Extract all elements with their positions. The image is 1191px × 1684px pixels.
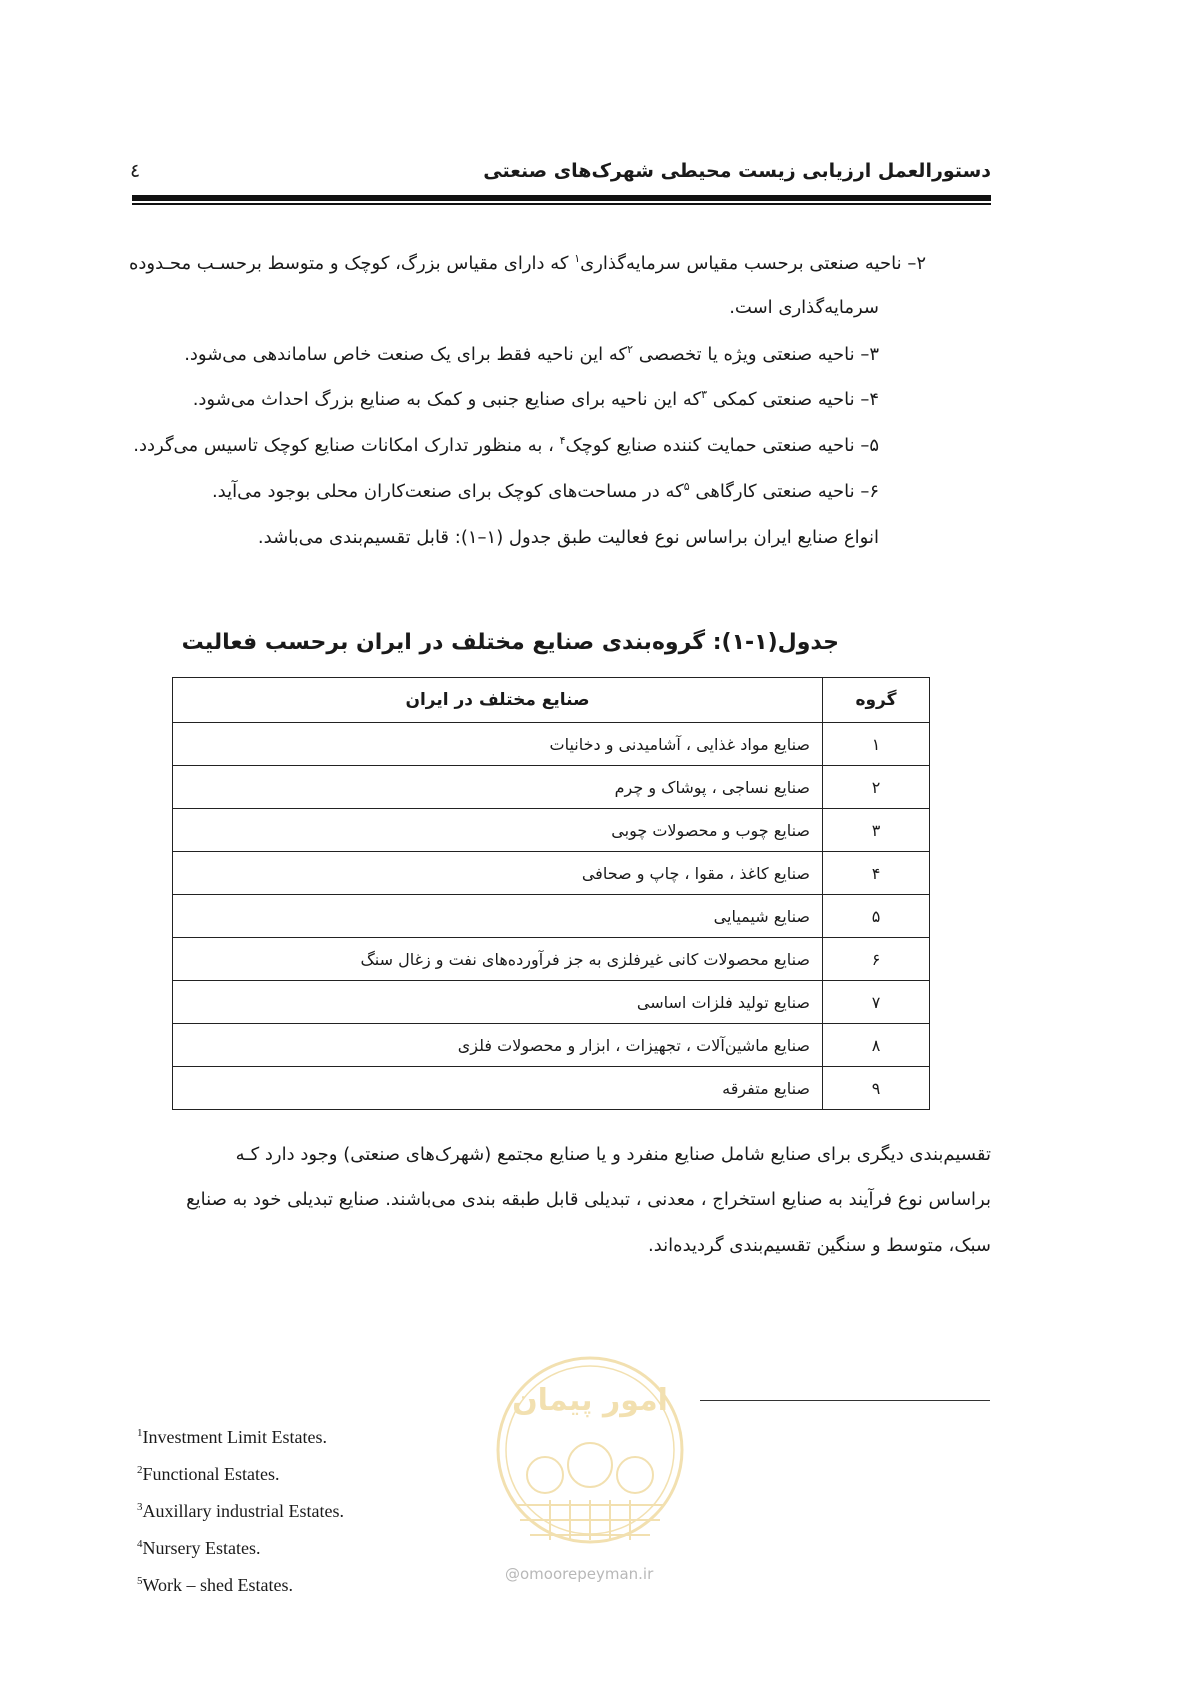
list-item-2 [129, 252, 926, 274]
group-number: ۴ [823, 852, 930, 895]
industry-name: صنایع مواد غذایی ، آشامیدنی و دخانیات [173, 723, 823, 766]
footnote-2-marker: 2 [137, 1464, 143, 1476]
footnotes [137, 1415, 344, 1600]
footnote-5 [137, 1563, 344, 1600]
watermark-logo-text: امور پیمان [512, 1383, 668, 1418]
list-item-2-text-a: ۲– ناحیه صنعتی برحسب مقیاس سرمایه‌گذاری [580, 253, 926, 274]
closing-paragraph-line-1: تقسیم‌بندی دیگری برای صنایع شامل صنایع منفرد و یا صنایع مجتمع (شهرک‌های صنعتی) وجود دارد کـه [235, 1144, 991, 1165]
closing-paragraph-line-2: براساس نوع فرآیند به صنایع استخراج ، معدنی ، تبدیلی قابل طبقه بندی می‌باشند. صنایع تبدیلی خود به صنایع [186, 1189, 991, 1210]
industry-name: صنایع نساجی ، پوشاک و چرم [173, 766, 823, 809]
industry-groups-table [172, 677, 930, 1110]
industry-name: صنایع چوب و محصولات چوبی [173, 809, 823, 852]
list-item-2-text-b: که دارای مقیاس بزرگ، کوچک و متوسط برحسـب محـدوده [128, 253, 575, 274]
closing-paragraph-line-3: سبک، متوسط و سنگین تقسیم‌بندی گردیده‌اند. [647, 1235, 991, 1256]
list-item-4-text-b: که این ناحیه برای صنایع جنبی و کمک به صنایع بزرگ احداث می‌شود. [192, 389, 702, 410]
list-item-4 [193, 388, 879, 410]
footnote-ref-5: ۵ [683, 480, 690, 493]
group-number: ۹ [823, 1067, 930, 1110]
list-item-5-text-b: ، به منظور تدارک امکانات صنایع کوچک تاسیس می‌گردد. [133, 435, 560, 456]
group-number: ۳ [823, 809, 930, 852]
footnote-2 [137, 1452, 344, 1489]
footnote-3-text: Auxillary industrial Estates. [142, 1501, 344, 1521]
watermark-logo [490, 1315, 690, 1585]
running-header-title: دستورالعمل ارزیابی زیست محیطی شهرک‌های صنعتی [483, 160, 991, 182]
industry-name: صنایع متفرقه [173, 1067, 823, 1110]
footnote-ref-3: ۳ [701, 388, 707, 401]
list-item-5 [133, 434, 879, 456]
group-number: ۱ [823, 723, 930, 766]
footnote-4-text: Nursery Estates. [142, 1538, 261, 1558]
industry-name: صنایع کاغذ ، مقوا ، چاپ و صحافی [173, 852, 823, 895]
footnote-1 [137, 1415, 344, 1452]
footnote-ref-2: ۲ [627, 343, 634, 356]
list-item-6-text-b: که در مساحت‌های کوچک برای صنعت‌کاران محلی بوجود می‌آید. [211, 481, 684, 502]
footnote-3 [137, 1489, 344, 1526]
table-row [173, 766, 930, 809]
table-intro-paragraph: انواع صنایع ایران براساس نوع فعالیت طبق جدول (۱–۱): قابل تقسیم‌بندی می‌باشد. [257, 527, 879, 548]
industry-name: صنایع شیمیایی [173, 895, 823, 938]
table-row [173, 895, 930, 938]
header-rule-thick [132, 195, 991, 201]
column-header-industries: صنایع مختلف در ایران [173, 678, 823, 723]
list-item-6 [212, 480, 879, 502]
group-number: ۸ [823, 1024, 930, 1067]
list-item-3 [184, 343, 879, 365]
list-item-5-text-a: ۵– ناحیه صنعتی حمایت کننده صنایع کوچک [565, 435, 879, 456]
list-item-6-text-a: ۶– ناحیه صنعتی کارگاهی [689, 481, 879, 502]
page-number: ٤ [130, 160, 141, 182]
industry-name: صنایع محصولات کانی غیرفلزی به جز فرآورده‌های نفت و زغال سنگ [173, 938, 823, 981]
footnote-1-marker: 1 [137, 1427, 143, 1439]
table-row [173, 723, 930, 766]
table-row [173, 981, 930, 1024]
header-rule-thin [132, 203, 991, 205]
group-number: ۷ [823, 981, 930, 1024]
footnote-ref-1: ۱ [574, 252, 581, 265]
group-number: ۲ [823, 766, 930, 809]
list-item-3-text-a: ۳– ناحیه صنعتی ویژه یا تخصصی [633, 344, 879, 365]
industry-name: صنایع تولید فلزات اساسی [173, 981, 823, 1024]
table-row [173, 938, 930, 981]
table-row [173, 809, 930, 852]
list-item-3-text-b: که این ناحیه فقط برای یک صنعت خاص ساماندهی می‌شود. [184, 344, 628, 365]
footnote-4-marker: 4 [137, 1538, 143, 1550]
table-row [173, 1067, 930, 1110]
watermark-url: @omoorepeyman.ir [505, 1565, 654, 1583]
table-caption: جدول(۱-۱): گروه‌بندی صنایع مختلف در ایران برحسب فعالیت [181, 630, 839, 655]
footnote-ref-4: ۴ [559, 434, 566, 447]
industry-name: صنایع ماشین‌آلات ، تجهیزات ، ابزار و محصولات فلزی [173, 1024, 823, 1067]
list-item-4-text-a: ۴– ناحیه صنعتی کمکی [706, 389, 879, 410]
footnote-1-text: Investment Limit Estates. [142, 1427, 327, 1447]
footnote-4 [137, 1526, 344, 1563]
footnote-3-marker: 3 [137, 1501, 143, 1513]
table-row [173, 852, 930, 895]
footnote-5-text: Work – shed Estates. [142, 1575, 294, 1595]
table-header-row [173, 678, 930, 723]
column-header-group: گروه [823, 678, 930, 723]
footnote-divider [700, 1400, 990, 1401]
list-item-2-continuation: سرمایه‌گذاری است. [729, 297, 879, 318]
table-row [173, 1024, 930, 1067]
group-number: ۵ [823, 895, 930, 938]
footnote-2-text: Functional Estates. [142, 1464, 280, 1484]
footnote-5-marker: 5 [137, 1575, 143, 1587]
group-number: ۶ [823, 938, 930, 981]
